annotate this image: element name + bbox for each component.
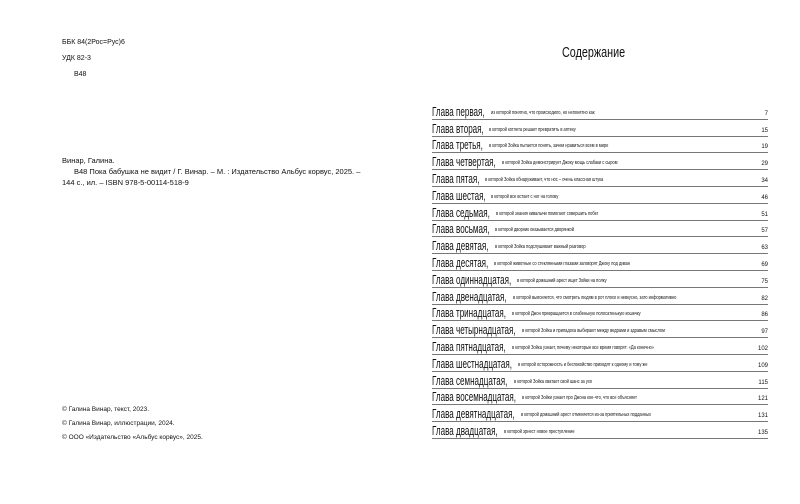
toc-row: [432, 153, 768, 170]
toc-chapter-title: Глава десятая,: [432, 254, 489, 270]
toc-row: [432, 237, 768, 254]
toc-chapter-title: Глава восьмая,: [432, 221, 490, 237]
toc-page-number: 19: [761, 144, 768, 151]
toc-page-number: 115: [758, 379, 768, 386]
toc-row: [432, 120, 768, 137]
toc-chapter-description: в которой Зойка и припадоха выбирают между ведрами и здравым смыслом: [521, 328, 665, 335]
toc-row: [432, 137, 768, 154]
table-of-contents: [432, 103, 768, 439]
biblio-line: 144 с., ил. – ISBN 978-5-00114-518-9: [62, 178, 189, 187]
toc-chapter-title: Глава четвертая,: [432, 154, 496, 170]
toc-row: [432, 103, 768, 120]
toc-chapter-title: Глава семнадцатая,: [432, 372, 508, 388]
toc-chapter-title: Глава третья,: [432, 137, 483, 153]
toc-chapter-title: Глава вторая,: [432, 120, 484, 136]
toc-row: [432, 389, 768, 406]
toc-chapter-title: Глава девятая,: [432, 238, 489, 254]
toc-page-number: 51: [761, 211, 768, 218]
toc-chapter-title: Глава пятая,: [432, 170, 480, 186]
toc-row: [432, 372, 768, 389]
toc-page-number: 86: [761, 312, 768, 319]
toc-row: [432, 221, 768, 238]
toc-chapter-description: в которой Зойки узнает про Джона кое-что, что все объясняет: [522, 395, 638, 402]
toc-chapter-description: в которой дворник оказывается дворянкой: [495, 227, 575, 234]
toc-page-number: 97: [761, 329, 768, 336]
toc-page-number: 34: [761, 177, 768, 184]
toc-row: [432, 321, 768, 338]
right-page: [400, 0, 800, 504]
toc-row: [432, 254, 768, 271]
toc-chapter-description: в которой все встает с ног на голову: [491, 193, 559, 200]
toc-row: [432, 288, 768, 305]
toc-chapter-title: Глава восемнадцатая,: [432, 389, 516, 405]
toc-row: [432, 338, 768, 355]
toc-chapter-title: Глава седьмая,: [432, 204, 490, 220]
toc-chapter-description: в которой Зойка пытается понять, зачем нравиться всем в мире: [489, 143, 609, 150]
toc-chapter-description: в которой эрнест новое преступление: [503, 428, 575, 435]
toc-row: [432, 187, 768, 204]
toc-chapter-description: в которой Джон превращается в слабенькую полосатенькую кошечку: [512, 311, 641, 318]
toc-chapter-description: в которой животные со стеклянными глазами заговорят Джоку под диван: [494, 260, 631, 267]
toc-chapter-description: в которой котлета решает превратить в аптеку: [489, 126, 577, 133]
udk-code: УДК 82-3: [62, 55, 91, 62]
toc-page-number: 121: [757, 396, 768, 403]
bibliographic-record: [62, 155, 362, 188]
toc-row: [432, 305, 768, 322]
toc-row: [432, 355, 768, 372]
toc-page-number: 29: [761, 161, 768, 168]
toc-chapter-description: в которой осторожность и беспокойство приходят к одному и тому же: [517, 361, 648, 368]
author-name: Винар, Галина.: [62, 156, 115, 165]
toc-chapter-title: Глава двадцатая,: [432, 422, 498, 438]
toc-chapter-title: Глава четырнадцатая,: [432, 322, 516, 338]
toc-chapter-description: в которой домашний арест отменяется из-за приятельных подданных: [521, 412, 652, 419]
author-code: В48: [74, 71, 87, 78]
toc-chapter-title: Глава первая,: [432, 103, 485, 119]
toc-chapter-title: Глава тринадцатая,: [432, 305, 506, 321]
toc-chapter-description: в которой Зойка узнает, почему некоторые все время говорят: «Да конечно»: [511, 344, 654, 351]
toc-chapter-title: Глава одиннадцатая,: [432, 271, 512, 287]
toc-page-number: 82: [761, 295, 768, 302]
toc-row: [432, 271, 768, 288]
bbk-code: ББК 84(2Рос=Рус)6: [62, 39, 125, 46]
copyright-publisher: © ООО «Издательство «Альбус корвус», 2025.: [62, 434, 203, 441]
toc-page-number: 75: [761, 278, 768, 285]
toc-page-number: 131: [757, 413, 768, 420]
toc-row: [432, 170, 768, 187]
toc-page-number: 109: [757, 362, 768, 369]
toc-page-number: 102: [757, 345, 768, 352]
toc-chapter-description: в которой Зойка подслушивает важный разговор: [494, 244, 586, 251]
toc-page-number: 63: [761, 245, 768, 252]
toc-row: [432, 204, 768, 221]
toc-row: [432, 422, 768, 439]
toc-page-number: 15: [761, 127, 768, 134]
copyright-text: © Галина Винар, текст, 2023.: [62, 406, 150, 413]
page-title: Содержание: [562, 44, 626, 61]
toc-page-number: 46: [761, 194, 768, 201]
biblio-line: В48 Пока бабушка не видит / Г. Винар. – М. : Издательство Альбус корвус, 2025. –: [74, 167, 361, 176]
copyright-illustrations: © Галина Винар, иллюстрации, 2024.: [62, 420, 175, 427]
toc-chapter-description: из которой понятно, что происходило, но непонятно как: [490, 109, 595, 116]
toc-chapter-description: в которой знания кивалычи помогают совершить побег: [496, 210, 599, 217]
toc-chapter-title: Глава шестая,: [432, 187, 486, 203]
toc-chapter-description: в которой Зойка демонстрирует Джоку мощь слабаки с сыром: [501, 160, 618, 167]
toc-chapter-title: Глава двенадцатая,: [432, 288, 507, 304]
toc-chapter-description: в которой Зойка обнаруживает, что нос – очень классная штука: [484, 176, 604, 183]
toc-chapter-description: в которой выясняется, что смотреть людям в рот плохо и невкусно, зато информативно: [513, 294, 677, 301]
toc-page-number: 135: [757, 429, 768, 436]
toc-chapter-title: Глава шестнадцатая,: [432, 355, 512, 371]
toc-page-number: 7: [764, 110, 768, 117]
toc-row: [432, 405, 768, 422]
toc-chapter-title: Глава девятнадцатая,: [432, 406, 515, 422]
toc-page-number: 69: [761, 261, 768, 268]
toc-chapter-description: в которой домашний арест ищет Зойки на полку: [517, 277, 607, 284]
toc-page-number: 57: [761, 228, 768, 235]
toc-chapter-description: в которой Зойка хватает свой шанс за ухо: [513, 378, 592, 385]
toc-chapter-title: Глава пятнадцатая,: [432, 338, 506, 354]
